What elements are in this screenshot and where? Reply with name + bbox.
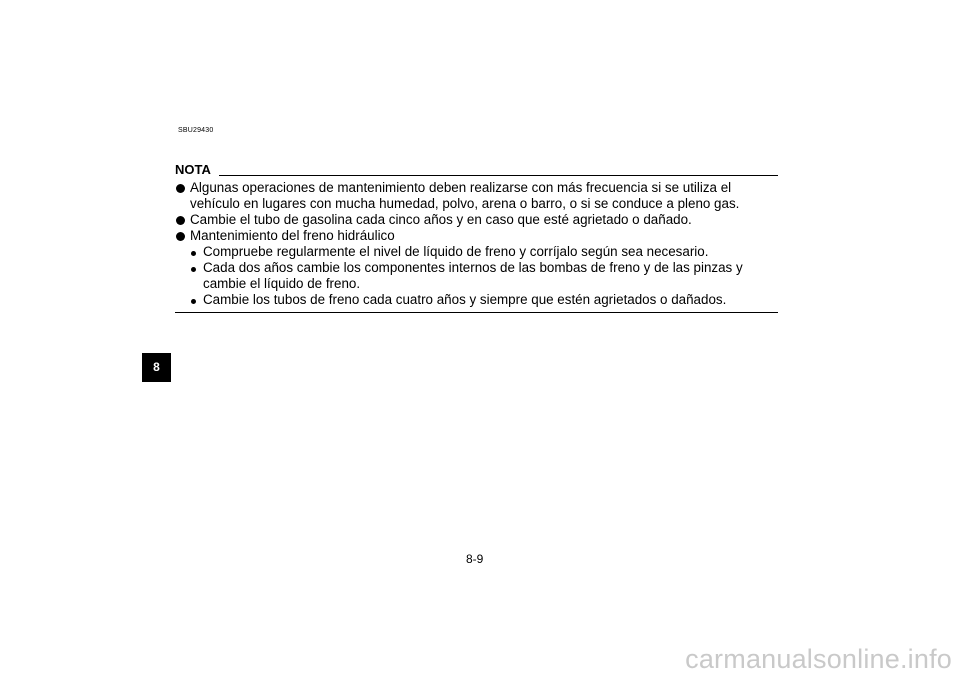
sub-list-item-text: Compruebe regularmente el nivel de líquido de freno y corríjalo según sea necesario. — [203, 244, 709, 259]
page-number: 8-9 — [466, 552, 484, 566]
sub-list-item-text: Cambie los tubos de freno cada cuatro años y siempre que estén agrietados o dañados. — [203, 292, 727, 307]
section-code: SBU29430 — [178, 127, 214, 134]
sub-list-item — [175, 244, 778, 260]
note-top-rule — [219, 175, 778, 176]
list-item-text: Mantenimiento del freno hidráulico — [190, 228, 395, 243]
small-bullet-icon — [191, 267, 196, 272]
list-item — [175, 228, 778, 244]
note-content — [175, 180, 778, 308]
bullet-icon — [176, 216, 185, 225]
note-header — [175, 163, 778, 177]
note-title: NOTA — [175, 162, 211, 177]
sub-list-item-text: Cada dos años cambie los componentes internos de las bombas de freno y de las pinzas y cambie el líquido de freno. — [203, 260, 743, 291]
watermark: carmanualsonline.info — [685, 644, 952, 674]
bullet-icon — [176, 232, 185, 241]
bullet-icon — [176, 184, 185, 193]
list-item — [175, 180, 778, 212]
list-item-text: Cambie el tubo de gasolina cada cinco años y en caso que esté agrietado o dañado. — [190, 212, 692, 227]
sub-list-item — [175, 260, 778, 292]
chapter-tab: 8 — [142, 353, 171, 382]
list-item-text: Algunas operaciones de mantenimiento deben realizarse con más frecuencia si se utiliza el vehículo en lugares con mucha humedad, polvo, arena o barro, o si se conduce a pleno gas. — [190, 180, 740, 211]
list-item — [175, 212, 778, 228]
small-bullet-icon — [191, 251, 196, 256]
note-bottom-rule — [175, 312, 778, 313]
sub-list-item — [175, 292, 778, 308]
small-bullet-icon — [191, 299, 196, 304]
